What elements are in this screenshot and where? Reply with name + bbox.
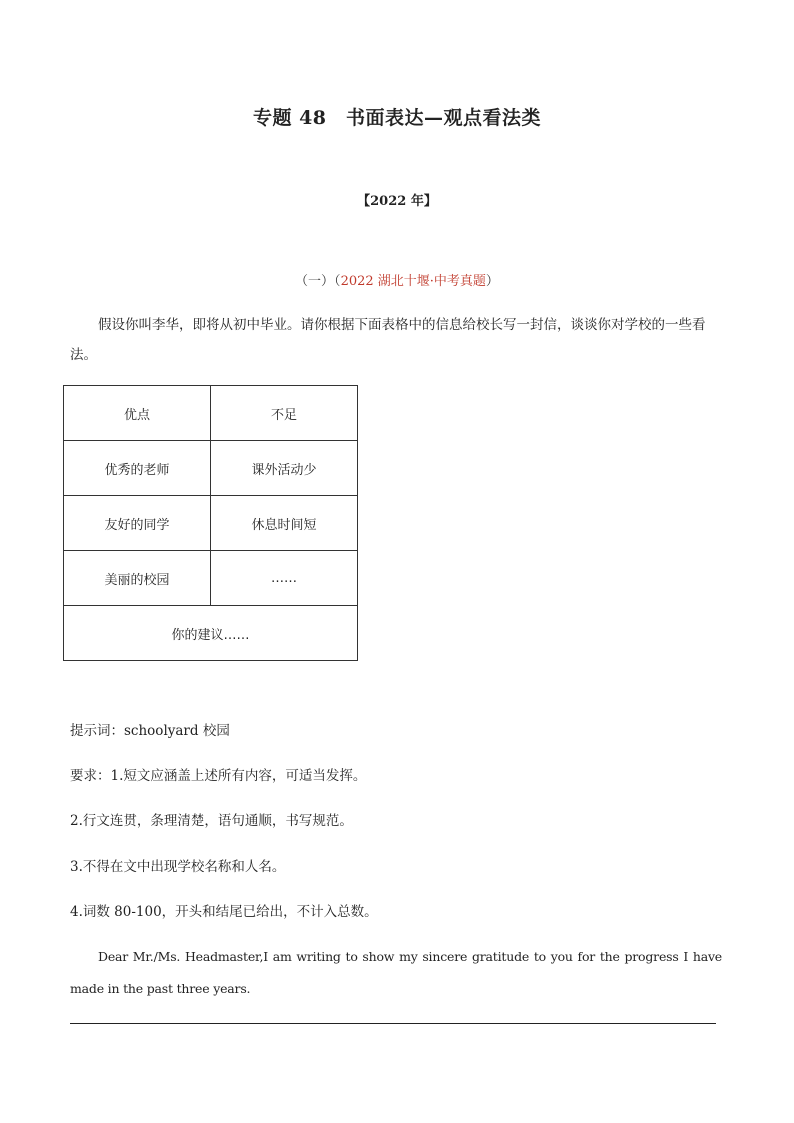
table-cell: 休息时间短 bbox=[211, 496, 358, 551]
subheading-prefix: （一）（ bbox=[295, 274, 341, 289]
header-cell-pros: 优点 bbox=[64, 386, 211, 441]
requirement-line-3: 3.不得在文中出现学校名称和人名。 bbox=[70, 859, 286, 875]
table-row bbox=[64, 496, 358, 551]
table-cell: 课外活动少 bbox=[211, 441, 358, 496]
table-footer-row bbox=[64, 606, 358, 661]
prompt-paragraph: 假设你叫李华，即将从初中毕业。请你根据下面表格中的信息给校长写一封信，谈谈你对学校的一些看法。 bbox=[70, 317, 706, 363]
info-table bbox=[63, 385, 358, 661]
suggestion-cell: 你的建议…… bbox=[64, 606, 358, 661]
requirement-line-4: 4.词数 80-100，开头和结尾已给出，不计入总数。 bbox=[70, 904, 378, 920]
table-cell: 美丽的校园 bbox=[64, 551, 211, 606]
question-subheading bbox=[0, 270, 794, 289]
requirement-line-1: 要求：1.短文应涵盖上述所有内容，可适当发挥。 bbox=[70, 768, 367, 784]
header-cell-cons: 不足 bbox=[211, 386, 358, 441]
document-title: 专题 48 书面表达—观点看法类 bbox=[252, 107, 542, 129]
table-cell: 友好的同学 bbox=[64, 496, 211, 551]
hint-line: 提示词：schoolyard 校园 bbox=[70, 723, 230, 739]
requirement-line-2: 2.行文连贯，条理清楚，语句通顺，书写规范。 bbox=[70, 813, 353, 829]
table-cell: …… bbox=[211, 551, 358, 606]
subheading-source: 2022 湖北十堰·中考真题 bbox=[340, 274, 486, 289]
table-row bbox=[64, 441, 358, 496]
table-header-row bbox=[64, 386, 358, 441]
table-cell: 优秀的老师 bbox=[64, 441, 211, 496]
answer-writing-line[interactable] bbox=[70, 1023, 716, 1024]
table-row bbox=[64, 551, 358, 606]
letter-opening: Dear Mr./Ms. Headmaster,I am writing to show my sincere gratitude to you for the progress I have made in the past three years. bbox=[70, 949, 722, 996]
year-heading: 【2022 年】 bbox=[357, 194, 437, 209]
subheading-suffix: ） bbox=[485, 274, 499, 289]
